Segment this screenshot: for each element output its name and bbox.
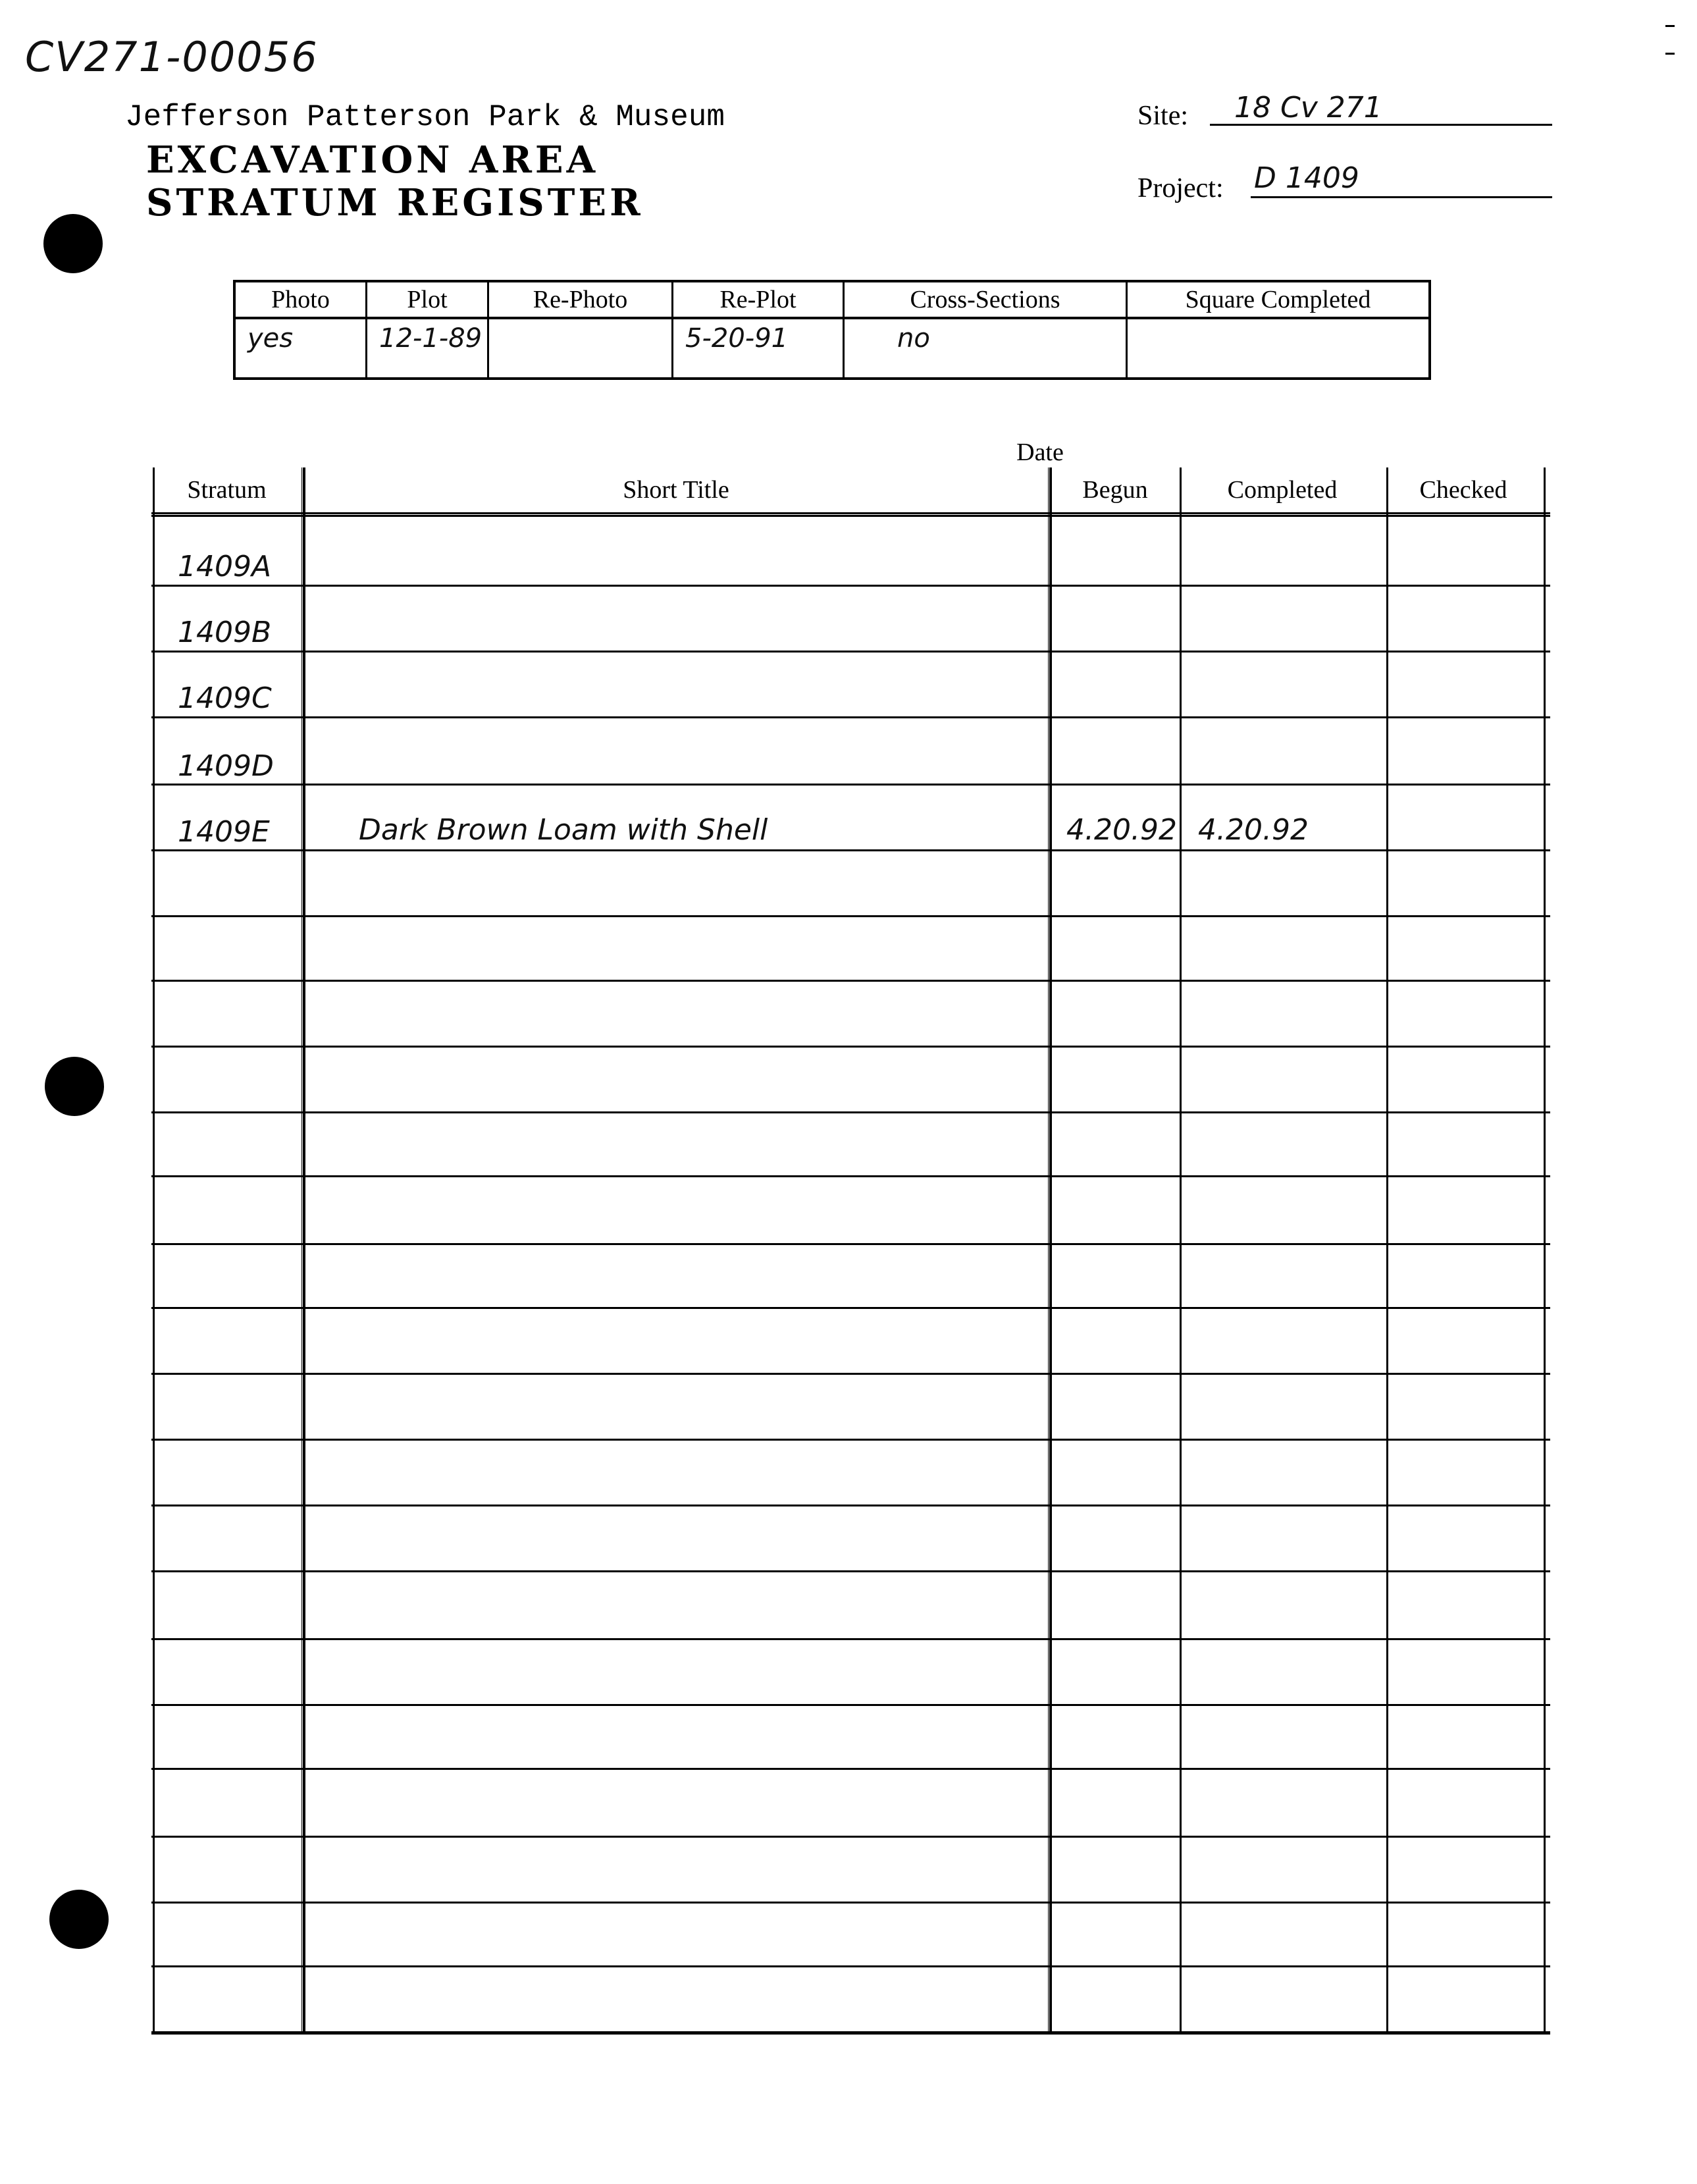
header-stratum: Stratum — [187, 476, 267, 504]
row-short-title[interactable]: Dark Brown Loam with Shell — [359, 813, 768, 847]
header-checked: Checked — [1419, 476, 1507, 504]
row-rule — [151, 1638, 1550, 1640]
row-rule — [151, 515, 1550, 517]
row-rule — [151, 512, 1550, 514]
institution-name: Jefferson Patterson Park & Museum — [125, 100, 725, 134]
row-rule — [151, 1836, 1550, 1838]
rule-right — [1544, 467, 1546, 2033]
project-value[interactable]: D 1409 — [1254, 161, 1359, 195]
site-value[interactable]: 18 Cv 271 — [1234, 91, 1382, 124]
header-completed: Completed — [1227, 476, 1338, 504]
binder-hole-bottom — [49, 1890, 109, 1949]
row-rule — [151, 1111, 1550, 1113]
date-group-label: Date — [1016, 439, 1064, 466]
binder-hole-middle — [45, 1057, 104, 1116]
row-rule — [151, 1307, 1550, 1309]
status-header: Square Completed — [1128, 282, 1428, 319]
status-value[interactable]: 5-20-91 — [685, 323, 789, 354]
status-col-square-completed — [1128, 282, 1428, 377]
row-rule — [151, 585, 1550, 587]
row-rule — [151, 915, 1550, 917]
row-stratum[interactable]: 1409E — [178, 815, 270, 849]
status-value[interactable]: no — [897, 323, 930, 354]
row-rule — [151, 716, 1550, 718]
row-rule — [151, 651, 1550, 653]
edge-mark — [1665, 53, 1675, 55]
status-header: Plot — [367, 282, 487, 319]
row-rule — [151, 1175, 1550, 1177]
row-rule — [151, 1243, 1550, 1245]
row-rule — [151, 2031, 1550, 2035]
status-header: Re-Plot — [673, 282, 843, 319]
row-rule — [151, 1570, 1550, 1572]
row-rule — [151, 784, 1550, 786]
row-rule — [151, 849, 1550, 851]
row-rule — [151, 1046, 1550, 1048]
status-col-photo — [236, 282, 367, 377]
row-rule — [151, 1505, 1550, 1506]
status-value[interactable]: yes — [248, 323, 294, 354]
row-rule — [151, 1768, 1550, 1770]
site-label: Site: — [1137, 101, 1189, 131]
row-stratum[interactable]: 1409B — [178, 616, 272, 649]
row-rule — [151, 1965, 1550, 1967]
document-id: CV271-00056 — [25, 33, 319, 81]
status-header: Photo — [236, 282, 365, 319]
rule-stratum-title — [301, 467, 305, 2033]
project-underline — [1251, 196, 1552, 198]
row-rule — [151, 1704, 1550, 1706]
row-rule — [151, 1439, 1550, 1441]
rule-left — [153, 467, 155, 2033]
status-value[interactable]: 12-1-89 — [379, 323, 483, 354]
status-col-rephoto — [489, 282, 673, 377]
binder-hole-top — [43, 214, 103, 273]
row-begun[interactable]: 4.20.92 — [1066, 813, 1177, 847]
rule-title-begun — [1048, 467, 1052, 2033]
row-stratum[interactable]: 1409D — [178, 749, 274, 783]
status-col-replot — [673, 282, 845, 377]
edge-mark — [1665, 25, 1675, 27]
status-col-cross-sections — [845, 282, 1128, 377]
row-rule — [151, 1373, 1550, 1375]
header-short-title: Short Title — [623, 476, 729, 504]
form-title-line1: EXCAVATION AREA — [146, 138, 599, 182]
rule-begun-completed — [1180, 467, 1182, 2033]
row-rule — [151, 1902, 1550, 1904]
row-stratum[interactable]: 1409A — [178, 550, 272, 583]
project-label: Project: — [1137, 173, 1224, 203]
row-rule — [151, 980, 1550, 982]
header-begun: Begun — [1082, 476, 1148, 504]
form-title-line2: STRATUM REGISTER — [146, 181, 644, 225]
status-table — [233, 280, 1431, 380]
status-header: Re-Photo — [489, 282, 671, 319]
rule-completed-checked — [1386, 467, 1388, 2033]
row-completed[interactable]: 4.20.92 — [1198, 813, 1309, 847]
status-col-plot — [367, 282, 489, 377]
row-stratum[interactable]: 1409C — [178, 681, 272, 715]
status-header: Cross-Sections — [845, 282, 1126, 319]
